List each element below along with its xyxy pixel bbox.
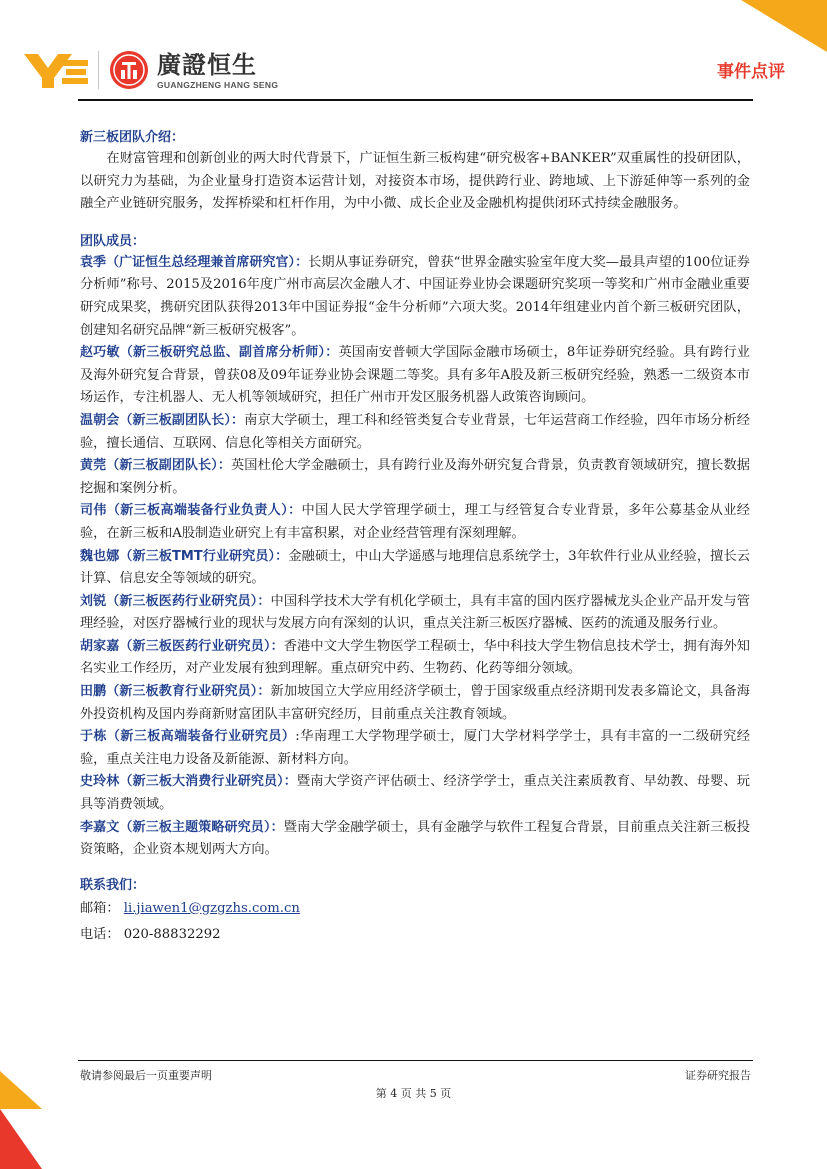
contact-phone-line xyxy=(80,922,750,948)
document-type: 事件点评 xyxy=(717,62,785,82)
phone-label: 电话： xyxy=(80,926,120,942)
team-member-name: 袁季（广证恒生总经理兼首席研究官）： xyxy=(80,254,309,270)
team-member-description: 英国杜伦大学金融硕士，具有跨行业及海外研究复合背景，负责教育领域研究，擅长数据挖掘和案例分析。 xyxy=(80,458,750,496)
intro-paragraph: 在财富管理和创新创业的两大时代背景下，广证恒生新三板构建“研究极客+BANKER”双重属性的投研团队，以研究力为基础，为企业量身打造资本运营计划，对接资本市场，提供跨行业、跨地域、上下游延伸等一系列的金融全产业链研究服务，发挥桥梁和杠杆作用，为中小微、成长企业及金融机构提供闭环式持续金融服务。 xyxy=(80,151,750,212)
team-member-description: 新加坡国立大学应用经济学硕士，曾于国家级重点经济期刊发表多篇论文，具备海外投资机构及国内券商新财富团队丰富研究经历，目前重点关注教育领域。 xyxy=(80,684,750,722)
team-member-description: 中国科学技术大学有机化学硕士，具有丰富的国内医疗器械龙头企业产品开发与管理经验，对医疗器械行业的现状与发展方向有深刻的认识，重点关注新三板医疗器械、医药的流通及服务行业。 xyxy=(80,593,750,632)
email-label: 邮箱： xyxy=(80,900,120,916)
team-member-name: 司伟（新三板高端装备行业负责人）： xyxy=(80,503,302,519)
team-member-name: 于栋（新三板高端装备行业研究员） xyxy=(80,729,296,745)
footer-divider xyxy=(78,1060,753,1061)
contact-email-line xyxy=(80,896,750,922)
team-member xyxy=(80,726,750,771)
team-member-description: :华南理工大学物理学硕士，厦门大学材料学学士，具有丰富的一二级研究经验，重点关注电力设备及新能源、新材料方向。 xyxy=(80,729,750,767)
team-member-description: 香港中文大学生物医学工程硕士，华中科技大学生物信息技术学士，拥有海外知名实业工作经历，对产业发展有独到理解。重点研究中药、生物药、化药等细分领域。 xyxy=(80,638,750,677)
team-member-description: 南京大学硕士，理工科和经管类复合专业背景，七年运营商工作经验，四年市场分析经验，擅长通信、互联网、信息化等相关方面研究。 xyxy=(80,412,750,451)
team-member-name: 李嘉文（新三板主题策略研究员）： xyxy=(80,819,284,835)
logo-divider xyxy=(98,51,99,89)
corner-decoration-bottom-left-red xyxy=(0,1109,42,1169)
brand-name-en: GUANGZHENG HANG SENG xyxy=(157,79,279,90)
seal-icon xyxy=(109,50,149,90)
team-member-name: 魏也娜（新三板TMT行业研究员）： xyxy=(80,548,289,564)
team-member xyxy=(80,252,750,342)
team-member-description: 中国人民大学管理学硕士，理工与经管复合专业背景，多年公募基金从业经验，在新三板和A股制造业研究上有丰富积累，对企业经营管理有深刻理解。 xyxy=(80,503,750,541)
ye-logo-icon xyxy=(24,50,90,90)
team-member-description: 长期从事证券研究，曾获“世界金融实验室年度大奖—最具声望的100位证券分析师”称号、2015及2016年度广州市高层次金融人才、中国证券业协会课题研究奖项一等奖和广州市金融业重要研究成果奖，携研究团队获得2013年中国证券报“金牛分析师”六项大奖。2014年组建业内首个新三板研究团队，创建知名研究品牌“新三板研究极客”。 xyxy=(80,254,750,338)
contact-title: 联系我们： xyxy=(80,877,146,893)
team-member-list xyxy=(80,252,750,862)
team-member-description: 暨南大学资产评估硕士、经济学学士，重点关注素质教育、早幼教、母婴、玩具等消费领域。 xyxy=(80,774,750,813)
team-member xyxy=(80,817,750,862)
header-divider xyxy=(78,99,753,101)
team-member xyxy=(80,546,750,591)
page-content xyxy=(80,128,750,948)
email-link[interactable]: li.jiawen1@gzgzhs.com.cn xyxy=(123,900,300,916)
team-member-name: 黄莞（新三板副团队长）： xyxy=(80,458,231,474)
page-number: 第 4 页 共 5 页 xyxy=(375,1087,452,1100)
brand-block xyxy=(157,51,278,90)
team-member-name: 赵巧敏（新三板研究总监、副首席分析师）： xyxy=(80,345,339,361)
team-member xyxy=(80,410,750,455)
team-member-description: 金融硕士，中山大学遥感与地理信息系统学士，3年软件行业从业经验，擅长云计算、信息安全等领域的研究。 xyxy=(80,548,750,587)
team-member-description: 英国南安普顿大学国际金融市场硕士，8年证券研究经验。具有跨行业及海外研究复合背景，曾获08及09年证券业协会课题二等奖。具有多年A股及新三板研究经验，熟悉一二级资本市场运作，专注机器人、无人机等领域研究，担任广州市开发区服务机器人政策咨询顾问。 xyxy=(80,345,750,406)
team-member-name: 史玲林（新三板大消费行业研究员）： xyxy=(80,774,297,790)
team-member-name: 温朝会（新三板副团队长）： xyxy=(80,412,245,428)
team-title: 团队成员： xyxy=(80,233,146,249)
team-member xyxy=(80,455,750,500)
intro-title: 新三板团队介绍： xyxy=(80,130,185,145)
brand-name-cn: 廣證恒生 xyxy=(157,50,257,79)
team-member-name: 刘锐（新三板医药行业研究员）： xyxy=(80,593,271,609)
footer-report-type: 证券研究报告 xyxy=(685,1069,751,1082)
team-member xyxy=(80,681,750,726)
team-member xyxy=(80,500,750,545)
header-logo xyxy=(24,44,278,96)
team-member-description: 暨南大学金融学硕士，具有金融学与软件工程复合背景，目前重点关注新三板投资策略，企业资本规划两大方向。 xyxy=(80,819,750,858)
team-member xyxy=(80,636,750,681)
team-member xyxy=(80,342,750,410)
footer-disclaimer: 敬请参阅最后一页重要声明 xyxy=(80,1069,212,1082)
team-member-name: 胡家嘉（新三板医药行业研究员）： xyxy=(80,638,284,654)
team-member-name: 田鹏（新三板教育行业研究员）： xyxy=(80,684,271,700)
team-member xyxy=(80,591,750,636)
corner-decoration-top-right xyxy=(741,0,827,52)
team-member xyxy=(80,771,750,816)
phone-number: 020-88832292 xyxy=(123,926,221,942)
